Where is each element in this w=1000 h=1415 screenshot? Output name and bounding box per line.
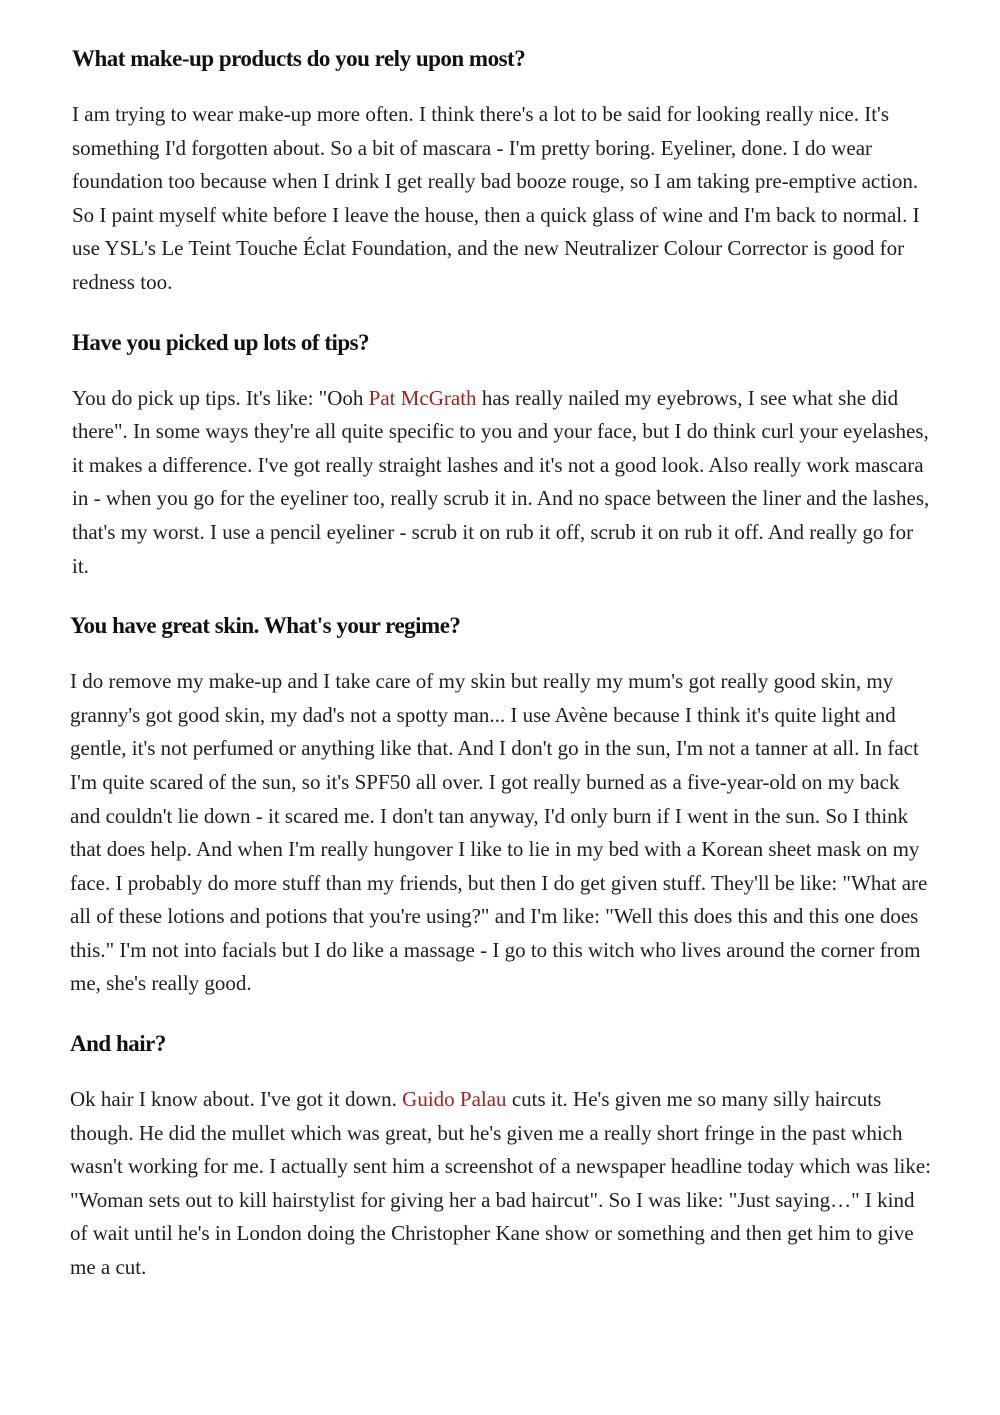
answer-paragraph — [72, 98, 932, 300]
qa-section-tips — [72, 326, 932, 584]
question-heading: You have great skin. What's your regime? — [70, 613, 461, 639]
qa-section-skin-regime — [72, 609, 932, 1001]
answer-text: Ok hair I know about. I've got it down. — [70, 1087, 403, 1112]
answer-text: has really nailed my eyebrows, I see what she did there". In some ways they're all quite specific to you and your face, but I do think curl your eyelashes, it makes a difference. I've got really straight lashes and it's not a good look. Also really work mascara in - when you go for the eyeliner too, really scrub it in. And no space between the liner and the lashes, that's my worst. I use a pencil eyeliner - scrub it on rub it off, scrub it on rub it off. And really go for it. — [72, 385, 930, 578]
answer-text: cuts it. He's given me so many silly haircuts though. He did the mullet which was great, but he's given me a really short fringe in the past which wasn't working for me. I actually sent him a screenshot of a newspaper headline today which was like: "Woman sets out to kill hairstylist for giving her a bad haircut". So I was like: "Just saying…" I kind of wait until he's in London doing the Christopher Kane show or something and then get him to give me a cut. — [70, 1087, 932, 1280]
answer-paragraph — [72, 382, 932, 584]
qa-section-makeup-products — [72, 42, 932, 300]
answer-paragraph — [70, 665, 932, 1001]
qa-section-hair — [72, 1027, 932, 1285]
pat-mcgrath-link[interactable]: Pat McGrath — [368, 385, 477, 410]
question-heading: What make-up products do you rely upon most? — [72, 46, 526, 71]
question-heading: And hair? — [70, 1031, 166, 1057]
guido-palau-link[interactable]: Guido Palau — [402, 1087, 507, 1112]
answer-text: I do remove my make-up and I take care of my skin but really my mum's got really good skin, my granny's got good skin, my dad's not a spotty man... I use Avène because I think it's quite light and gentle, it's not perfumed or anything like that. And I don't go in the sun, I'm not a tanner at all. In fact I'm quite scared of the sun, so it's SPF50 all over. I got really burned as a five-year-old on my back and couldn't lie down - it scared me. I don't tan anyway, I'd only burn if I went in the sun. So I think that does help. And when I'm really hungover I like to lie in my bed with a Korean sheet mask on my face. I probably do more stuff than my friends, but then I do get given stuff. They'll be like: "What are all of these lotions and potions that you're using?" and I'm like: "Well this does this and this one does this." I'm not into facials but I do like a massage - I go to this witch who lives around the corner from me, she's really good. — [70, 669, 928, 996]
answer-paragraph — [70, 1083, 932, 1285]
question-heading: Have you picked up lots of tips? — [72, 329, 370, 355]
answer-text: You do pick up tips. It's like: "Ooh — [72, 385, 369, 410]
article-body — [72, 42, 932, 1311]
answer-text: I am trying to wear make-up more often. I think there's a lot to be said for looking really nice. It's something I'd forgotten about. So a bit of mascara - I'm pretty boring. Eyeliner, done. I do wear foundation too because when I drink I get really bad booze rouge, so I am taking pre-emptive action. So I paint myself white before I leave the house, then a quick glass of wine and I'm back to normal. I use YSL's Le Teint Touche Éclat Foundation, and the new Neutralizer Colour Corrector is good for redness too. — [72, 102, 920, 294]
